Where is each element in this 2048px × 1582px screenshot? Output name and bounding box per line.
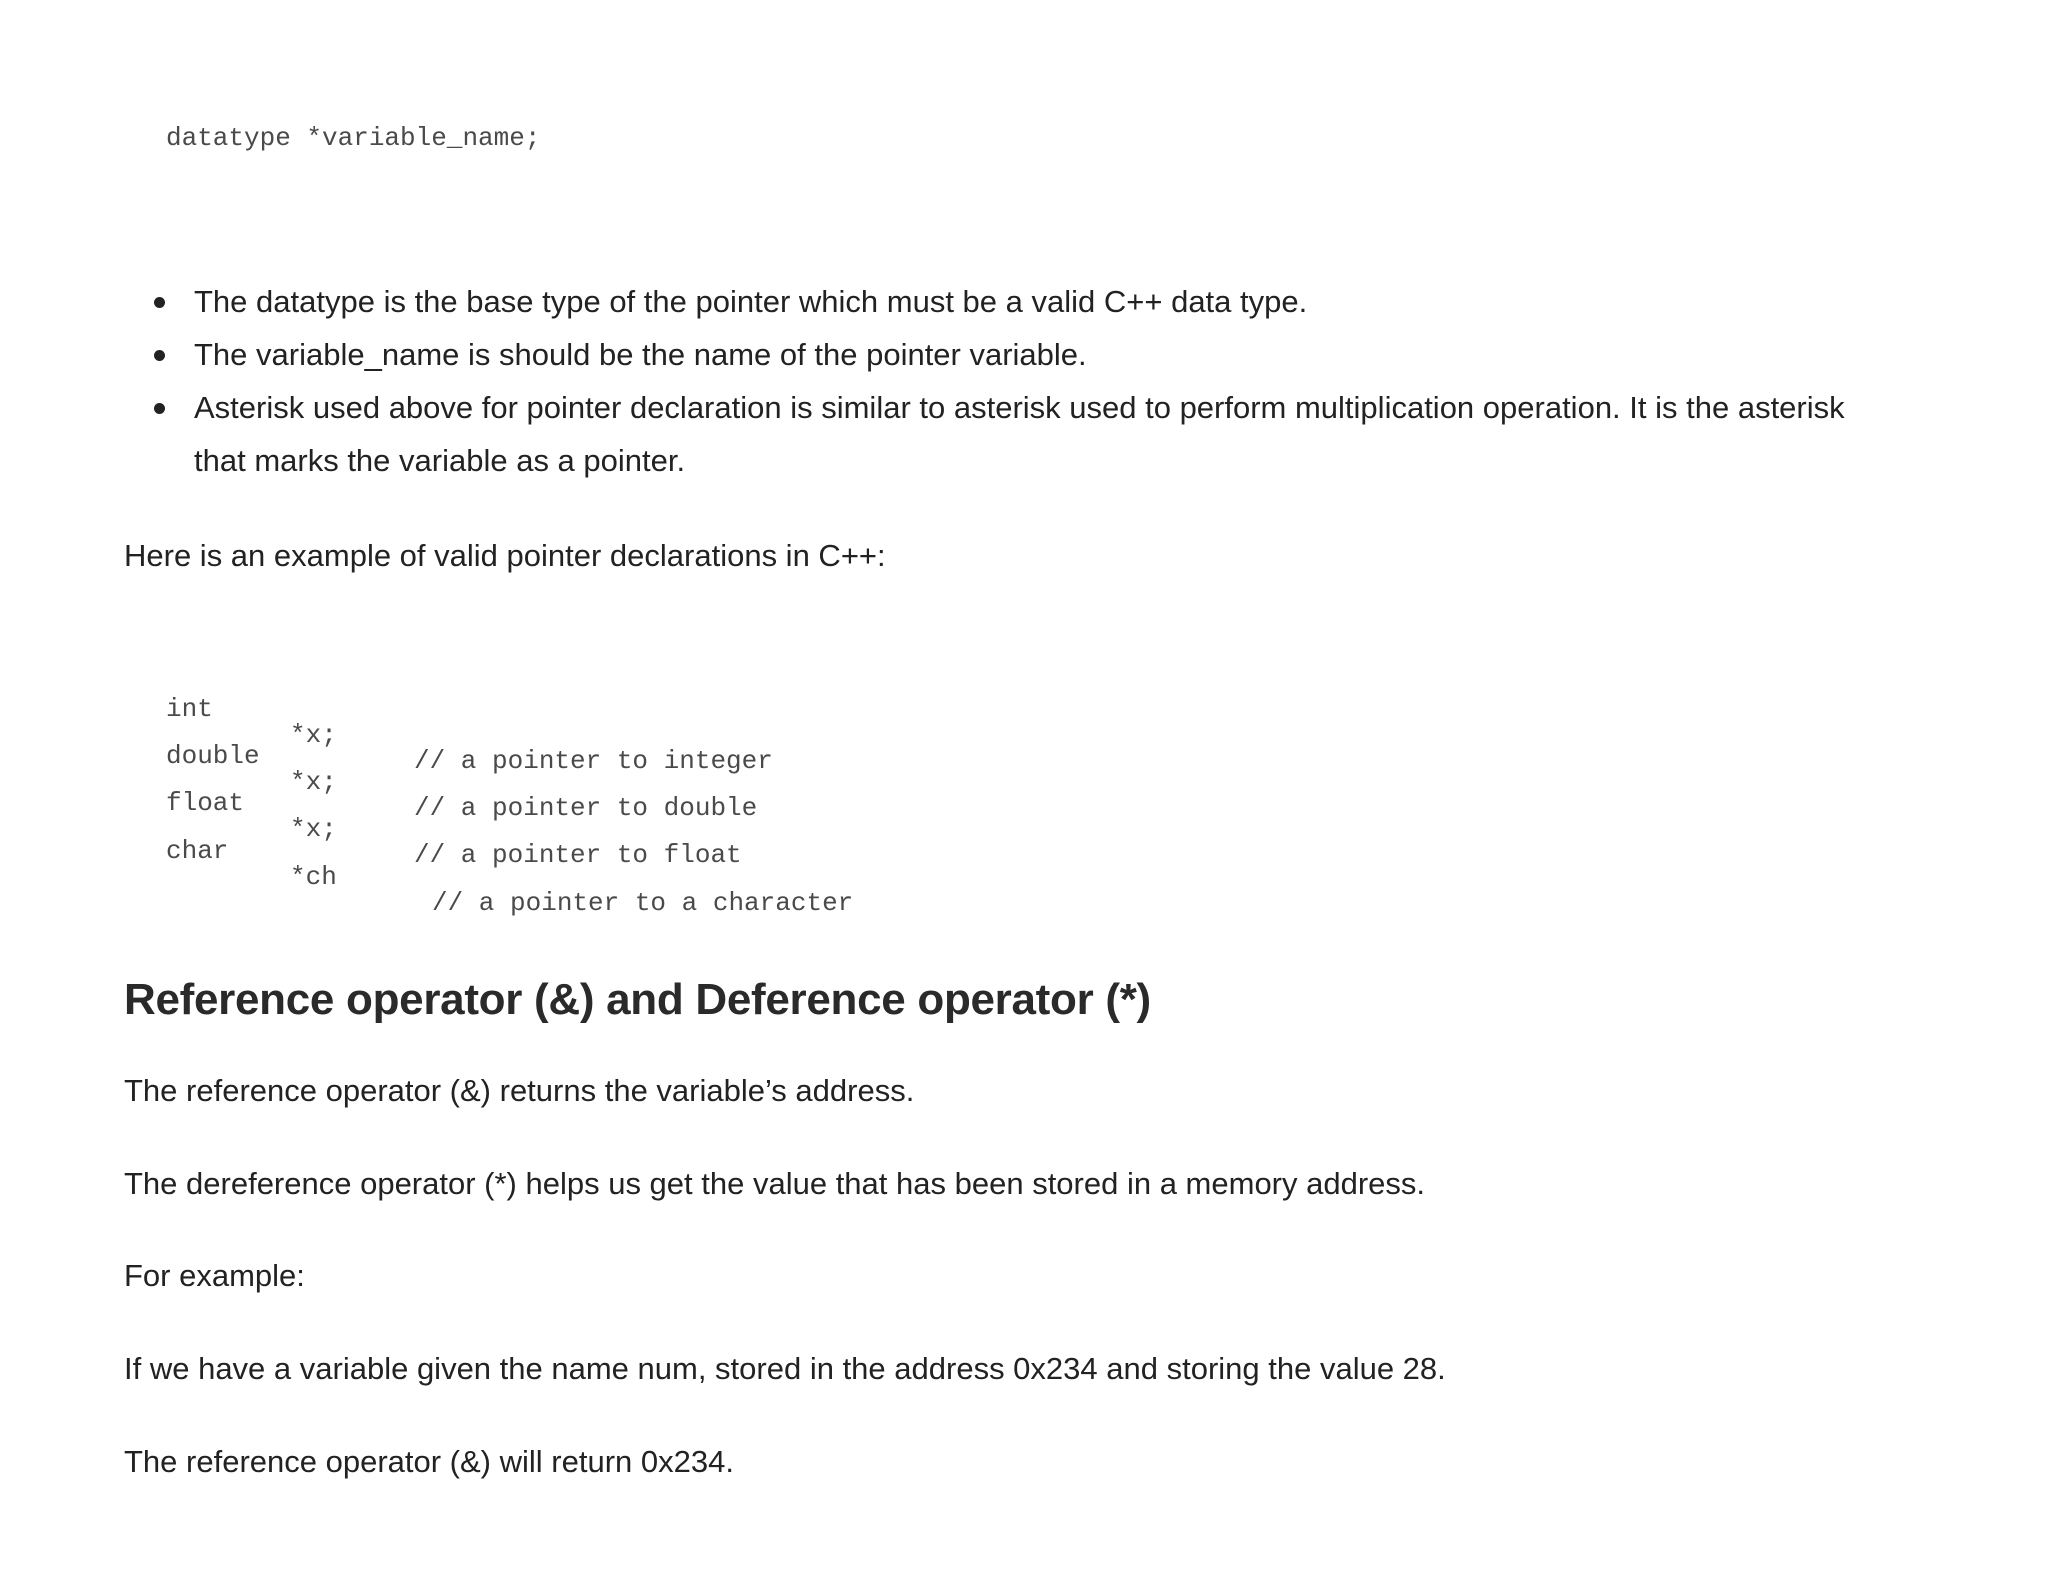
code-type: char: [166, 836, 229, 866]
code-type: int: [166, 694, 213, 724]
section-heading: Reference operator (&) and Deference operator (*): [124, 975, 1151, 1024]
code-comment: // a pointer to float: [414, 840, 742, 870]
list-item: [148, 381, 1848, 487]
list-item-text: The datatype is the base type of the pointer which must be a valid C++ data type.: [194, 284, 1308, 319]
paragraph: The reference operator (&) returns the variable’s address.: [124, 1073, 915, 1108]
paragraph: If we have a variable given the name num, stored in the address 0x234 and storing the value 28.: [124, 1351, 1446, 1386]
examples-code-block: [166, 670, 1066, 918]
code-type: float: [166, 788, 245, 818]
code-comment: // a pointer to double: [414, 793, 758, 823]
code-decl: *x;: [290, 814, 337, 844]
code-decl: *x;: [290, 720, 337, 750]
list-item: [148, 328, 1848, 381]
list-item-text: Asterisk used above for pointer declaration is similar to asterisk used to perform multiplication operation. It is the asterisk that marks the variable as a pointer.: [194, 390, 1845, 478]
example-intro: Here is an example of valid pointer declarations in C++:: [124, 538, 886, 573]
list-item: [148, 275, 1848, 328]
code-type: double: [166, 741, 260, 771]
bullet-list: [148, 275, 1848, 487]
code-decl: *ch: [290, 862, 337, 892]
paragraph: The dereference operator (*) helps us get the value that has been stored in a memory address.: [124, 1166, 1426, 1201]
code-decl: *x;: [290, 767, 337, 797]
bullet-icon: [154, 350, 165, 361]
bullet-icon: [154, 297, 165, 308]
paragraph: For example:: [124, 1258, 305, 1293]
paragraph: The reference operator (&) will return 0x234.: [124, 1444, 734, 1479]
code-comment: // a pointer to a character: [432, 888, 854, 918]
bullet-icon: [154, 403, 165, 414]
syntax-code: datatype *variable_name;: [166, 123, 541, 153]
list-item-text: The variable_name is should be the name of the pointer variable.: [194, 337, 1087, 372]
code-comment: // a pointer to integer: [414, 746, 773, 776]
